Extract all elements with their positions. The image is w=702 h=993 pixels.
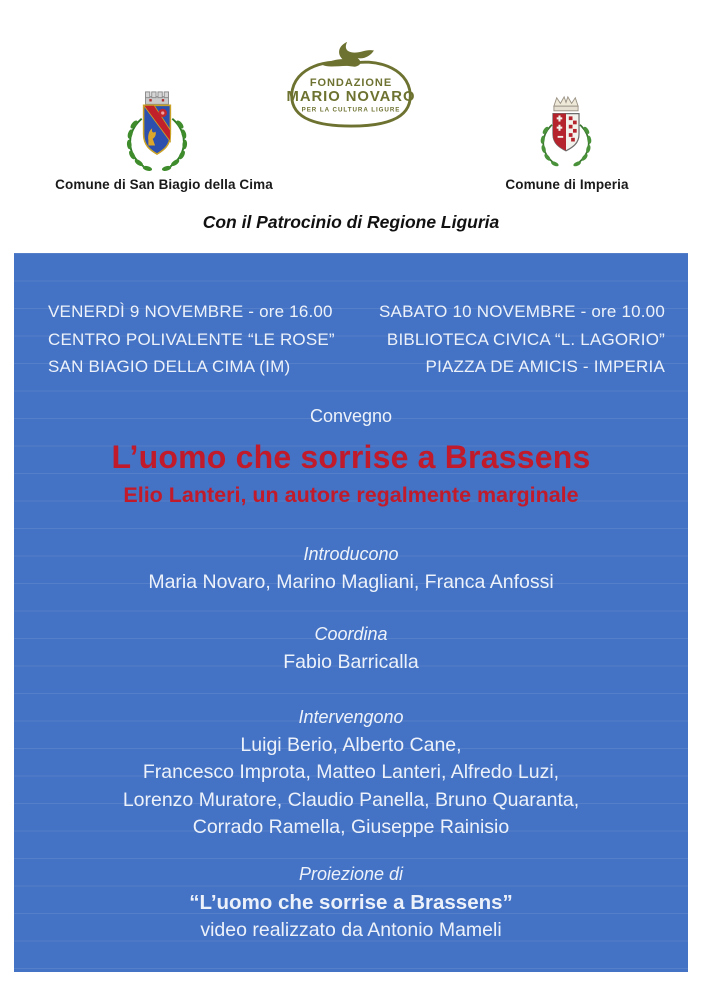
event-dates-row <box>14 253 688 381</box>
logo-line1: FONDAZIONE <box>309 76 393 89</box>
event-panel <box>14 253 688 972</box>
speakers-line: Corrado Ramella, Giuseppe Rainisio <box>192 816 510 838</box>
imperia-coat-of-arms-icon <box>533 95 599 175</box>
speakers-label: Intervengono <box>298 706 404 727</box>
event-right-city: PIAZZA DE AMICIS - IMPERIA <box>425 357 665 376</box>
introduce-names: Maria Novaro, Marino Magliani, Franca Anfossi <box>148 570 554 593</box>
speakers-line: Luigi Berio, Alberto Cane, <box>240 733 462 756</box>
shield <box>144 105 171 154</box>
event-left-venue: CENTRO POLIVALENTE “LE ROSE” <box>48 329 335 349</box>
event-right-venue: BIBLIOTECA CIVICA “L. LAGORIO” <box>386 329 665 349</box>
event-right <box>379 298 665 381</box>
screening-label: Proiezione di <box>298 863 404 884</box>
coordinator-name: Fabio Barricalla <box>283 651 419 673</box>
logo-line3: PER LA CULTURA LIGURE <box>301 106 401 114</box>
introduce-label: Introducono <box>303 543 399 564</box>
speakers-line: Lorenzo Muratore, Claudio Panella, Bruno Quaranta, <box>122 788 580 811</box>
event-left-city: SAN BIAGIO DELLA CIMA (IM) <box>48 357 291 376</box>
screening-credit: video realizzato da Antonio Mameli <box>200 918 502 941</box>
event-subtitle: Elio Lanteri, un autore regalmente marginale <box>123 482 579 507</box>
left-crest-caption: Comune di San Biagio della Cima <box>55 177 273 192</box>
san-biagio-coat-of-arms-icon <box>118 90 196 178</box>
shield <box>553 114 579 151</box>
crown <box>554 97 578 111</box>
event-title: L’uomo che sorrise a Brassens <box>111 438 591 475</box>
event-left-date: VENERDÌ 9 NOVEMBRE - ore 16.00 <box>48 302 333 321</box>
patronage-line: Con il Patrocinio di Regione Liguria <box>202 212 500 232</box>
event-left <box>48 298 335 381</box>
screening-title: “L’uomo che sorrise a Brassens” <box>189 890 513 914</box>
mural-crown <box>146 92 169 104</box>
event-right-date: SABATO 10 NOVEMBRE - ore 10.00 <box>379 302 665 321</box>
kicker: Convegno <box>309 405 393 426</box>
fondazione-mario-novaro-logo <box>281 40 421 128</box>
speakers-line: Francesco Improta, Matteo Lanteri, Alfredo Luzi, <box>142 761 560 783</box>
coordinate-label: Coordina <box>314 624 388 644</box>
right-crest-caption: Comune di Imperia <box>505 177 629 192</box>
logo-line2: MARIO NOVARO <box>286 89 416 106</box>
header <box>0 0 702 250</box>
